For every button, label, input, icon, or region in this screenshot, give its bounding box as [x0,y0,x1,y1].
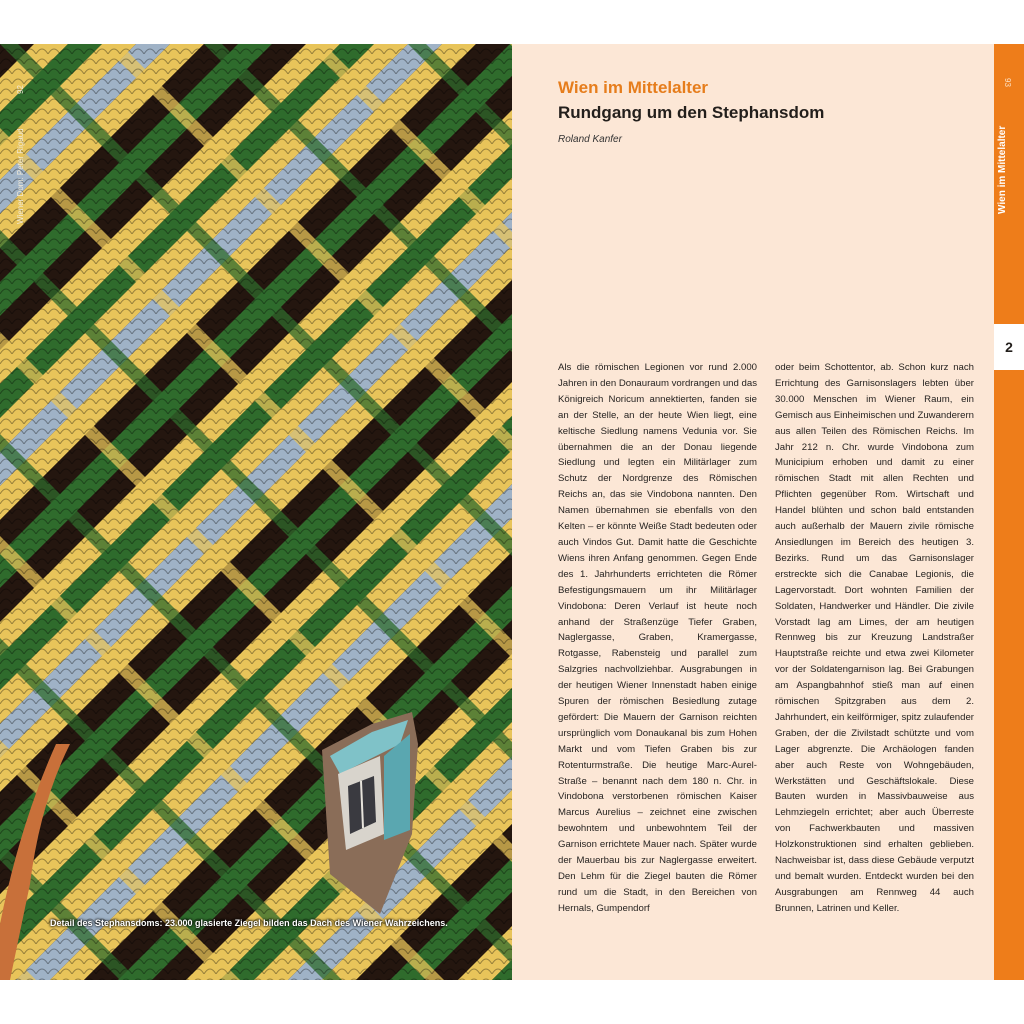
page-number-right: 93 [1003,78,1012,87]
photo-page [0,44,512,980]
column-2-text: oder beim Schottentor, ab. Schon kurz nach Errichtung des Garnisonslagers lebten über 30.000 Menschen im Wiener Raum, ein Gemisch aus Einheimischen und Zuwanderern aus allen Teilen des Römischen Reichs. Im Jahr 212 n. Chr. wurde Vindobona zum Municipium erhoben und damit zu einer römischen Stadt mit allen Rechten und Pflichten gegenüber Rom. Wirtschaft und Handel blühten und schon bald entstanden auch außerhalb der Mauern zivile römische Ansiedlungen im Bereich des heutigen 3. Bezirks. Rund um das Garnisonslager erstreckte sich die Canabae Legionis, die Lagervorstadt. Dort wohnten Familien der Soldaten, Handwerker und Händler. Die zivile Vorstadt lag am Limes, der am heutigen Rennweg bis zur Kreuzung Landstraßer Hauptstraße reichte und etwa zwei Kilometer vor der Soldatengarnison lag. Bei Grabungen am Aspangbahnhof stieß man auf einen römischen Spitzgraben aus dem 2. Jahrhundert, ein keilförmiger, spitz zulaufender Graben, der die Zivilstadt schützte und vom Lager abgrenzte. Die Archäologen fanden aber auch Reste von Wohngebäuden, Werkstätten und Geschäftslokale. Diese Bauten wurden in Massivbauweise aus Lehmziegeln errichtet; aber auch Überreste von Fachwerkbauten und massiven Holzkonstruktionen sind erhalten geblieben. Nachweisbar ist, dass diese Gebäude verputzt und bemalt wurden. Entdeckt wurden bei den Ausgrabungen am Rennweg 44 auch Brunnen, Latrinen und Keller. [775,362,974,914]
book-spread [0,44,1024,980]
text-column-1 [558,360,757,917]
photo-credit: Wiener Dom: Peter Rigaud [16,128,25,224]
tab-section-title: Wien im Mittelalter [997,125,1008,214]
text-page [512,44,994,980]
text-column-2 [775,360,974,917]
chapter-tab [994,44,1024,980]
chapter-number: 2 [994,324,1024,370]
column-1-text: Als die römischen Legionen vor rund 2.000 Jahren in den Donauraum vordrangen und das Königreich Noricum annektierten, fanden sie an der Stelle, an der heute Wien liegt, eine keltische Siedlung namens Vedunia vor. Sie übernahmen die an der Donau liegende Siedlung und legten ein Militärlager zum Schutz der Nordgrenze des Römischen Reichs an, das sie Vindobona nannten. Den Namen übernahmen sie ebenfalls von den Kelten – er könnte Weiße Stadt bedeuten oder auch Vindos Gut. Damit hatte die Geschichte Wiens ihren Anfang genommen. Gegen Ende des 1. Jahrhunderts errichteten die Römer Befestigungsmauern um ihr Militärlager Vindobona: Deren Verlauf ist heute noch anhand der Straßenzüge Tiefer Graben, Naglergasse, Graben, Kramergasse, Rotgasse, Rabensteig und parallel zum Salzgries nachvollziehbar. Ausgrabungen in der heutigen Wiener Innenstadt haben einige Spuren der römischen Besiedlung zutage gefördert: Die Mauern der Garnison reichten ursprünglich vom Donaukanal bis zum Hohen Markt und vom Tiefen Graben bis zur Rotenturmstraße. Die heutige Marc-Aurel-Straße – benannt nach dem 180 n. Chr. in Vindobona verstorbenen römischen Kaiser Marcus Aurelius – zeichnet eine zwischen bewohntem und unbewohntem Teil der Garnison errichtete Mauer nach. Später wurde der Mauerbau bis zur Naglergasse erweitert. Den Lehm für die Ziegel bauten die Römer rund um die Stadt, in den Bereichen von Hernals, Gumpendorf [558,362,757,914]
photo-caption: Detail des Stephansdoms: 23.000 glasierte Ziegel bilden das Dach des Wiener Wahrzeichens. [50,918,448,928]
article-kicker: Wien im Mittelalter [558,78,709,97]
page-number-left: 92 [16,85,25,94]
article-headline: Rundgang um den Stephansdom [558,103,825,122]
article-author: Roland Kanfer [558,134,622,145]
photo-side-meta [14,84,34,284]
roof-tile-photo [0,44,512,980]
